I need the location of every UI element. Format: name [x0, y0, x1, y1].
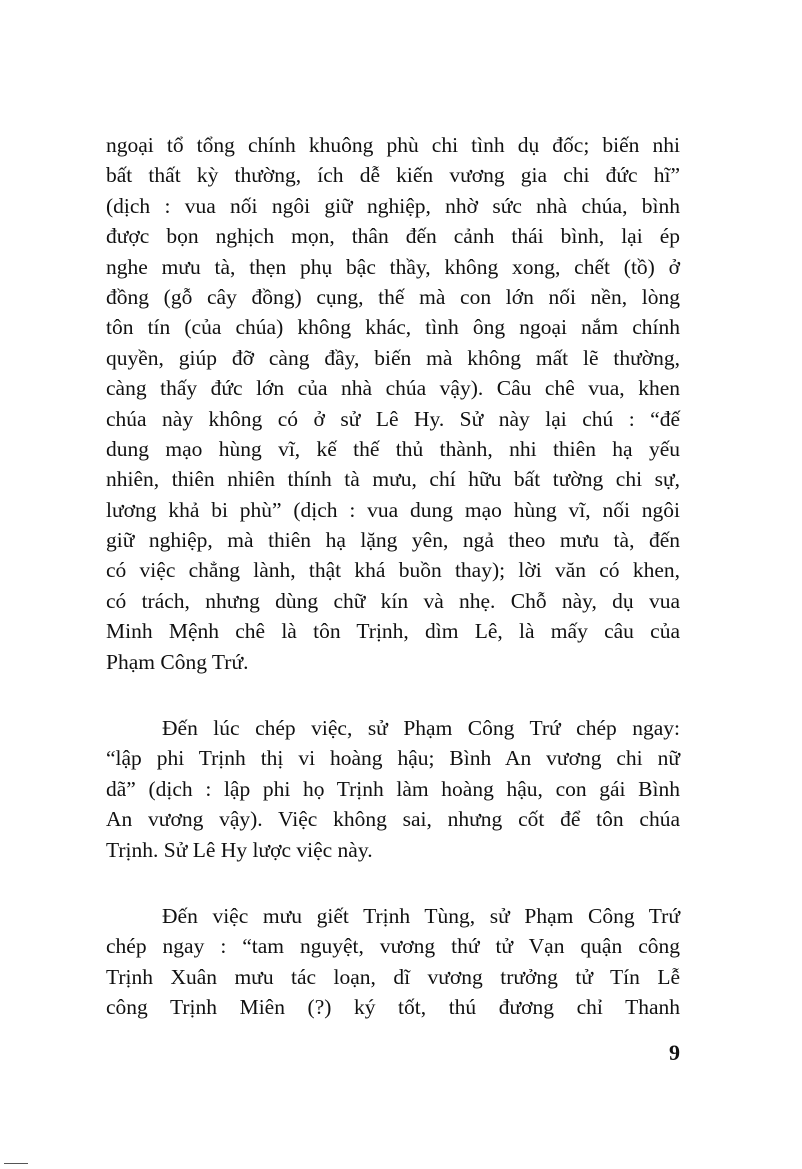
text-line: dã” (dịch : lập phi họ Trịnh làm hoàng hậu, con gái Bình [106, 776, 680, 801]
text-line: càng thấy đức lớn của nhà chúa vậy). Câu chê vua, khen [106, 376, 680, 401]
page-number: 9 [669, 1040, 680, 1065]
text-line: bất thất kỳ thường, ích dễ kiến vương gia chi đức hĩ” [106, 163, 680, 188]
text-line: được bọn nghịch mọn, thân đến cảnh thái bình, lại ép [106, 224, 680, 249]
paragraph-2 [106, 713, 680, 865]
text-line: chép ngay : “tam nguyệt, vương thứ tử Vạn quận công [106, 934, 680, 959]
text-line: giữ nghiệp, mà thiên hạ lặng yên, ngả theo mưu tà, đến [106, 528, 680, 553]
paragraph-1 [106, 130, 680, 677]
text-line: đồng (gỗ cây đồng) cụng, thế mà con lớn nối nền, lòng [106, 284, 680, 309]
text-line: nghe mưu tà, thẹn phụ bậc thầy, không xong, chết (tồ) ở [106, 254, 680, 279]
text-line: Đến lúc chép việc, sử Phạm Công Trứ chép ngay: [162, 716, 680, 741]
text-line: An vương vậy). Việc không sai, nhưng cốt để tôn chúa [106, 807, 680, 832]
scan-edge-mark [4, 1163, 28, 1164]
text-line: tôn tín (của chúa) không khác, tình ông ngoại nắm chính [106, 315, 680, 340]
text-line: quyền, giúp đỡ càng đầy, biến mà không mất lẽ thường, [106, 345, 680, 370]
text-line: Phạm Công Trứ. [106, 649, 249, 674]
text-line: nhiên, thiên nhiên thính tà mưu, chí hữu bất tường chi sự, [106, 467, 680, 492]
text-line: công Trịnh Miên (?) ký tốt, thú đương chỉ Thanh [106, 995, 680, 1020]
text-line: Trịnh Xuân mưu tác loạn, dĩ vương trưởng tử Tín Lễ [106, 964, 680, 989]
text-line: Đến việc mưu giết Trịnh Tùng, sử Phạm Công Trứ [162, 903, 680, 928]
text-line: dung mạo hùng vĩ, kế thế thủ thành, nhi thiên hạ yếu [106, 436, 680, 461]
text-line: (dịch : vua nối ngôi giữ nghiệp, nhờ sức nhà chúa, bình [106, 193, 680, 218]
text-line: ngoại tổ tổng chính khuông phù chi tình dụ đốc; biến nhi [106, 133, 680, 157]
text-line: Trịnh. Sử Lê Hy lược việc này. [106, 837, 373, 862]
text-line: có việc chẳng lành, thật khá buồn thay); lời văn có khen, [106, 558, 680, 583]
text-line: “lập phi Trịnh thị vi hoàng hậu; Bình An vương chi nữ [106, 746, 680, 771]
text-line: lương khả bi phù” (dịch : vua dung mạo hùng vĩ, nối ngôi [106, 497, 680, 522]
text-line: Minh Mệnh chê là tôn Trịnh, dìm Lê, là mấy câu của [106, 619, 680, 644]
paragraph-3 [106, 901, 680, 1023]
text-line: chúa này không có ở sử Lê Hy. Sử này lại chú : “đế [106, 406, 680, 431]
text-line: có trách, nhưng dùng chữ kín và nhẹ. Chỗ này, dụ vua [106, 588, 680, 613]
body-text [106, 130, 680, 1059]
